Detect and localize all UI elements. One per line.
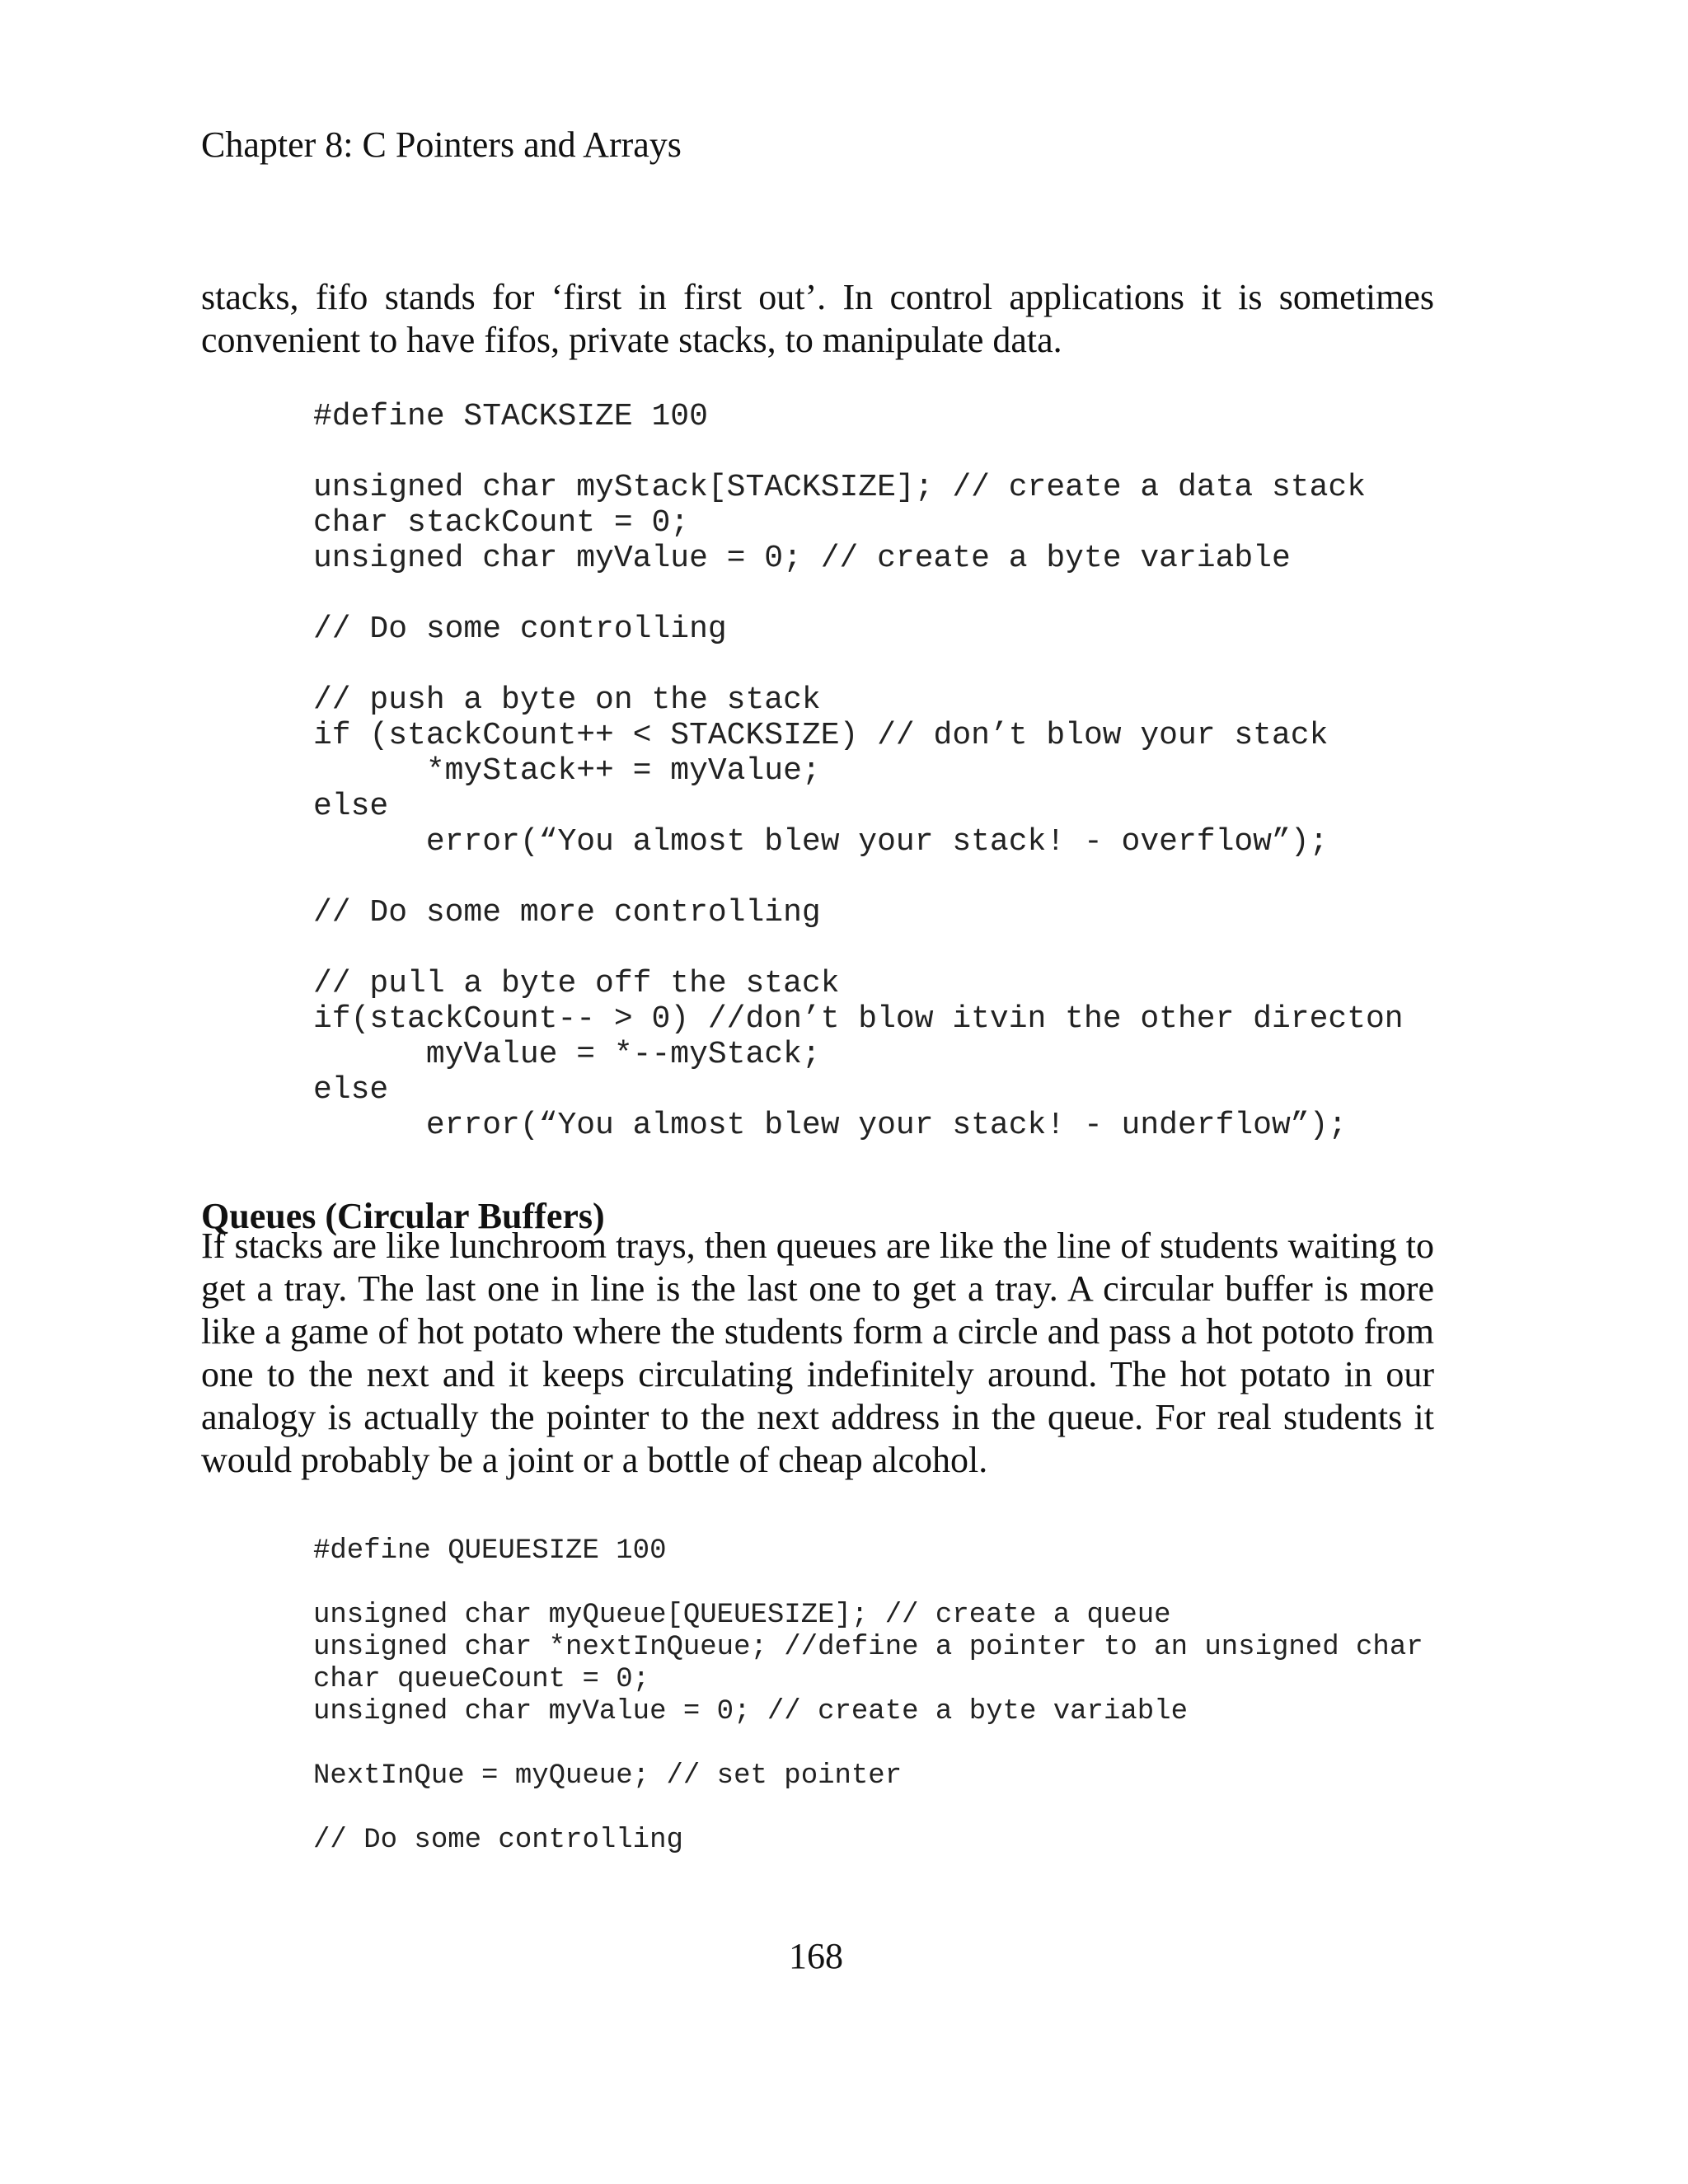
code-line	[313, 860, 1404, 895]
code-line: // Do some more controlling	[313, 895, 821, 930]
code-line: myValue = *--myStack;	[313, 1037, 821, 1072]
code-line: unsigned char *nextInQueue; //define a pointer to an unsigned char	[313, 1632, 1423, 1663]
code-line: char queueCount = 0;	[313, 1664, 650, 1695]
code-line: // push a byte on the stack	[313, 682, 821, 718]
code-line: unsigned char myValue = 0; // create a byte variable	[313, 1696, 1188, 1727]
code-line: unsigned char myStack[STACKSIZE]; // create a data stack	[313, 470, 1367, 505]
code-line	[313, 1568, 1423, 1600]
code-line: if(stackCount-- > 0) //don’t blow itvin the other directon	[313, 1001, 1404, 1037]
code-line: unsigned char myQueue[QUEUESIZE]; // create a queue	[313, 1600, 1171, 1631]
code-line: #define STACKSIZE 100	[313, 399, 708, 434]
code-line: error(“You almost blew your stack! - overflow”);	[313, 824, 1329, 860]
code-line	[313, 1793, 1423, 1825]
code-line: if (stackCount++ < STACKSIZE) // don’t blow your stack	[313, 718, 1329, 753]
code-line: unsigned char myValue = 0; // create a byte variable	[313, 541, 1291, 576]
code-line: char stackCount = 0;	[313, 505, 690, 541]
section-heading: Queues (Circular Buffers)	[201, 1196, 605, 1236]
code-line: else	[313, 1072, 389, 1108]
running-head: Chapter 8: C Pointers and Arrays	[201, 124, 682, 165]
code-line	[313, 647, 1404, 682]
code-line: // Do some controlling	[313, 612, 727, 647]
code-block-queue	[313, 1535, 1423, 1857]
code-line: error(“You almost blew your stack! - underflow”);	[313, 1108, 1348, 1143]
code-line: *myStack++ = myValue;	[313, 753, 821, 789]
code-line: // pull a byte off the stack	[313, 966, 840, 1001]
code-line: else	[313, 789, 389, 824]
code-line: NextInQue = myQueue; // set pointer	[313, 1760, 903, 1792]
page-number: 168	[789, 1936, 843, 1976]
code-block-stack	[313, 399, 1404, 1143]
code-line: // Do some controlling	[313, 1825, 683, 1856]
body-paragraph-stacks: stacks, fifo stands for ‘first in first out’. In control applications it is sometimes convenient to have fifos, private stacks, to manipulate data.	[201, 277, 1434, 360]
body-paragraph-queues: If stacks are like lunchroom trays, then queues are like the line of students waiting to get a tray. The last one in line is the last one to get a tray. A circular buffer is more like a game of hot potato where the students form a circle and pass a hot pototo from one to the next and it keeps circulating indefinitely around. The hot potato in our analogy is actually the pointer to the next address in the queue. For real students it would probably be a joint or a bottle of cheap alcohol.	[201, 1226, 1434, 1480]
code-line	[313, 434, 1404, 470]
code-line	[313, 930, 1404, 966]
code-line	[313, 1728, 1423, 1760]
code-line: #define QUEUESIZE 100	[313, 1535, 667, 1567]
code-line	[313, 576, 1404, 612]
